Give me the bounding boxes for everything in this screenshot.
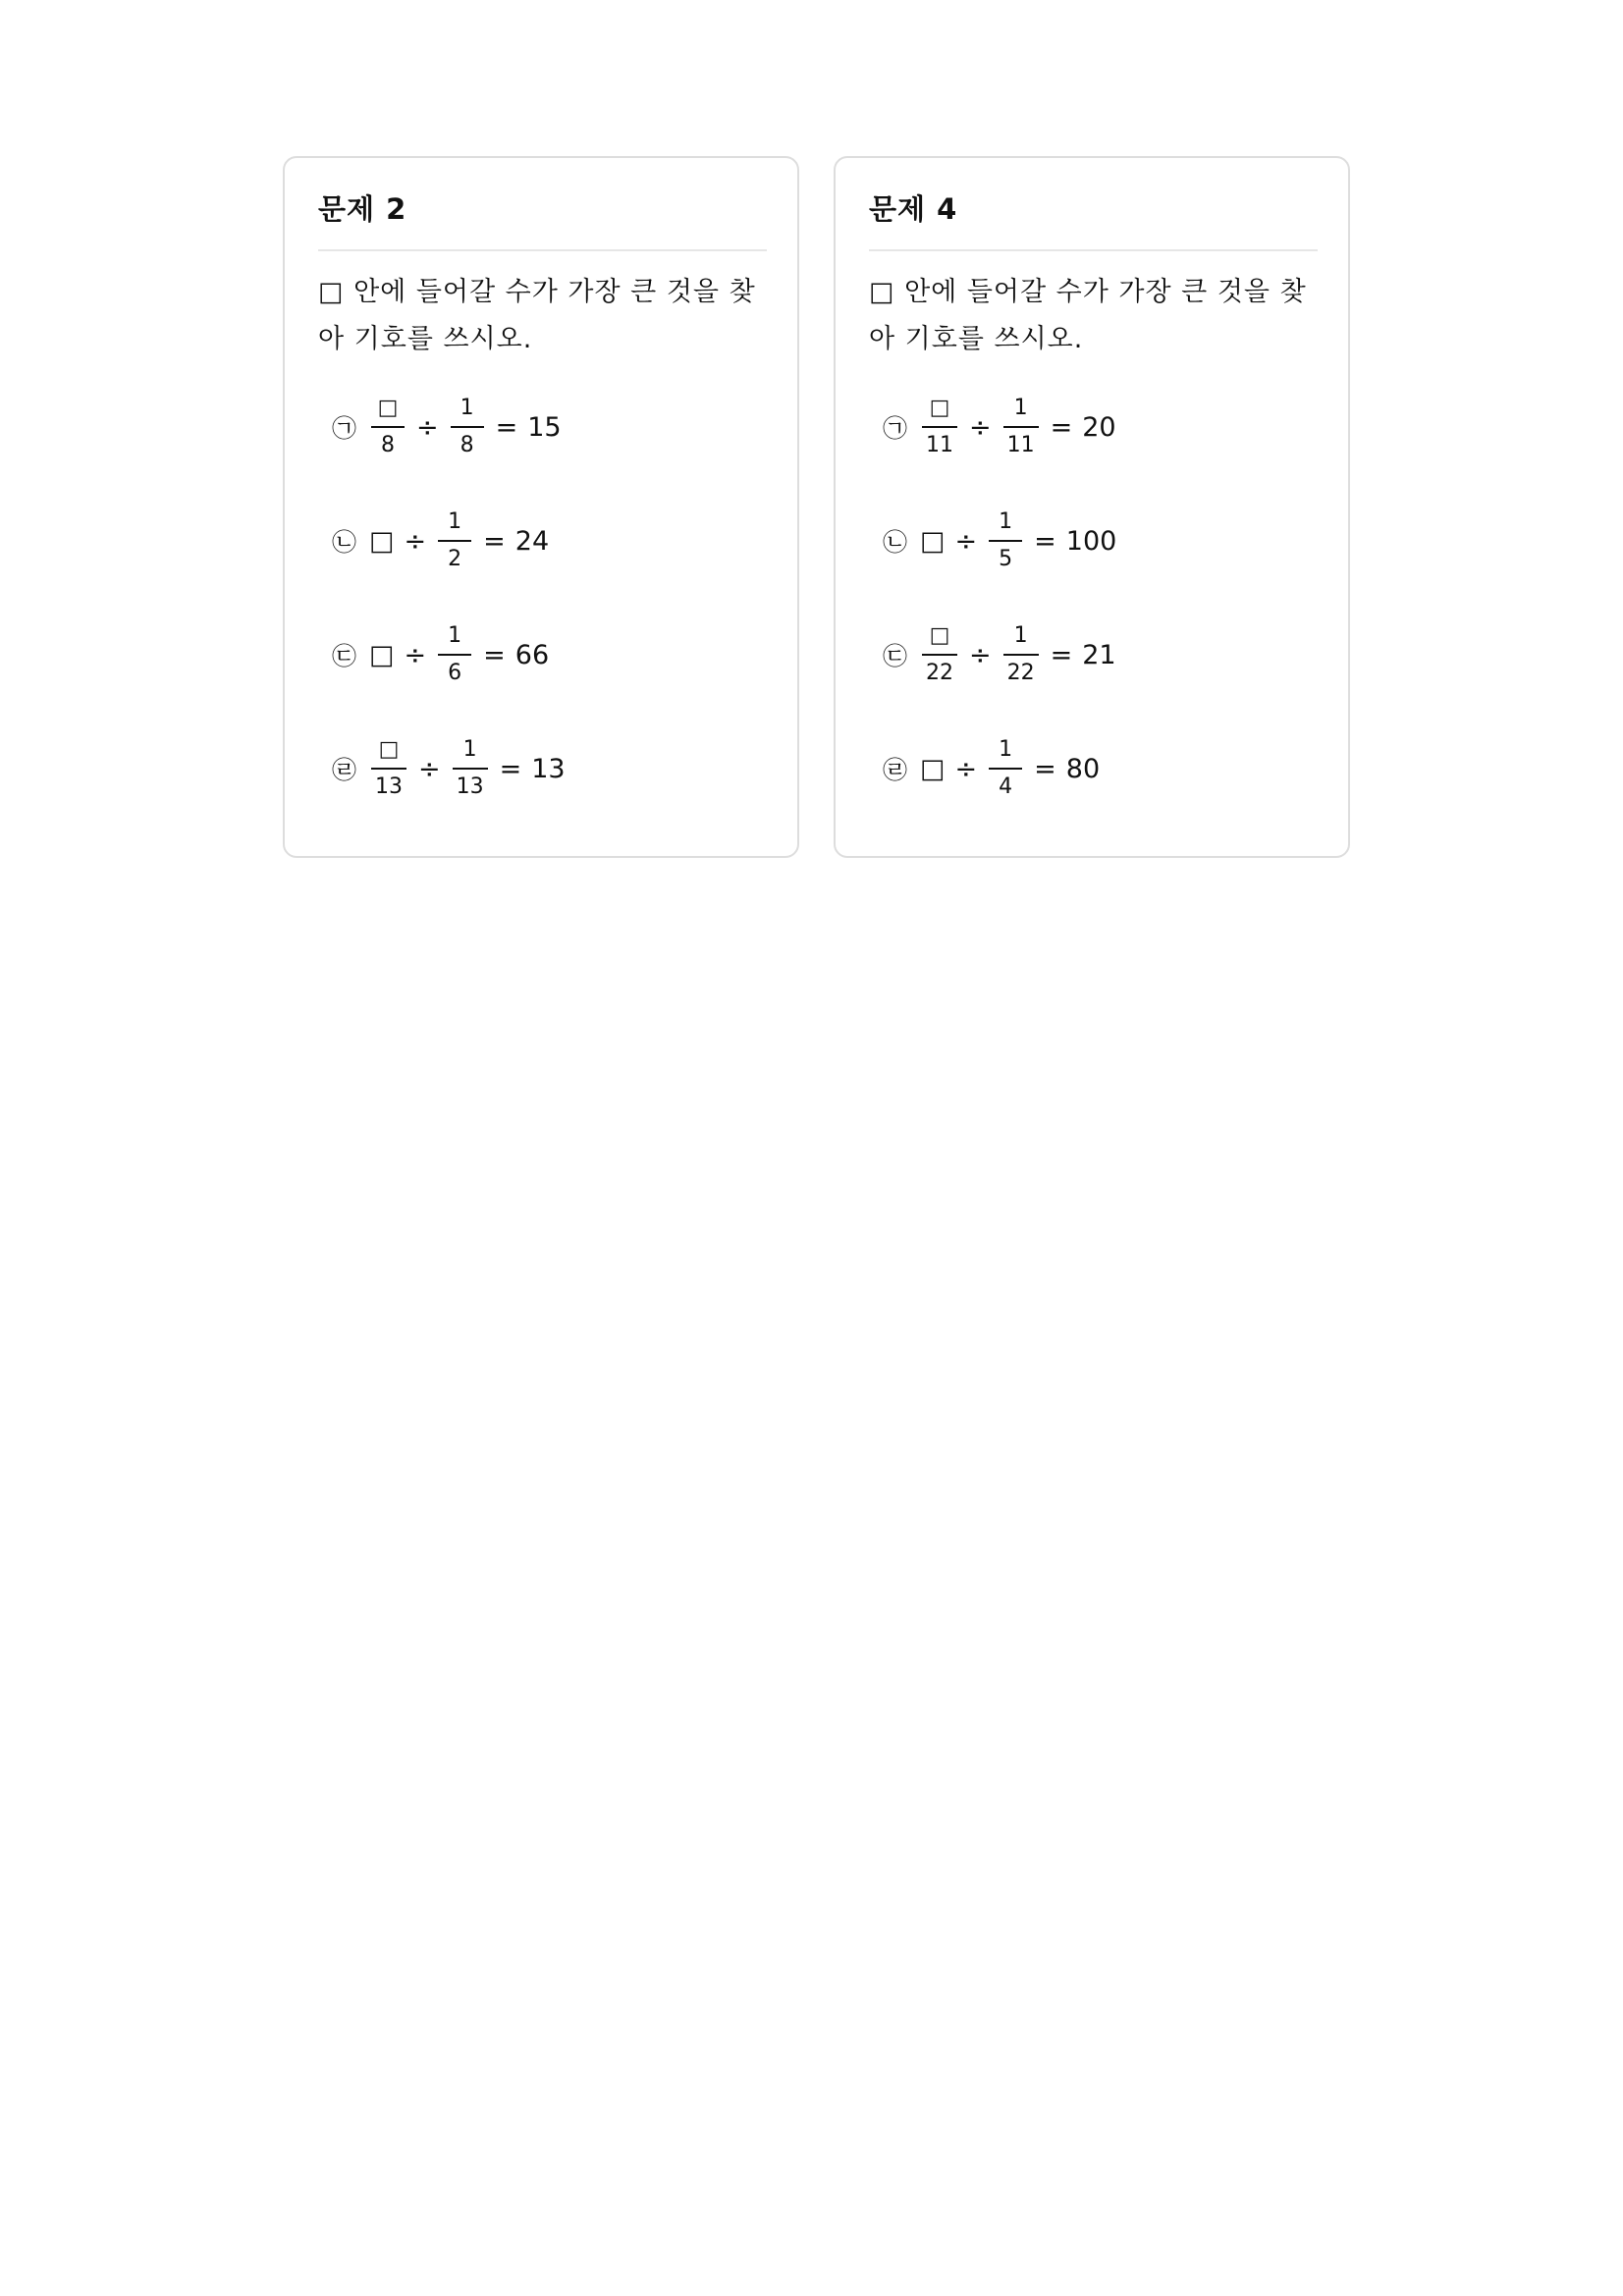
blank-box: □ bbox=[920, 525, 946, 557]
option-marker: ㉠ bbox=[332, 414, 357, 443]
equals-sign: = bbox=[1050, 411, 1073, 443]
question-text: □ 안에 들어갈 수가 가장 큰 것을 찾아 기호를 쓰시오. bbox=[318, 277, 756, 354]
option-marker: ㉢ bbox=[883, 642, 908, 670]
denominator: 8 bbox=[381, 433, 395, 457]
equals-sign: = bbox=[499, 753, 522, 784]
denominator: 13 bbox=[375, 774, 403, 799]
problem-card-2 bbox=[283, 156, 799, 858]
divide-sign: ÷ bbox=[418, 753, 441, 784]
numerator: 1 bbox=[462, 737, 477, 762]
option-b bbox=[332, 504, 569, 578]
fraction-left bbox=[922, 621, 957, 688]
option-c bbox=[883, 617, 1120, 692]
option-list bbox=[332, 390, 569, 845]
fraction-left bbox=[371, 394, 405, 460]
equals-sign: = bbox=[495, 411, 518, 443]
fraction-right bbox=[438, 507, 471, 574]
equals-sign: = bbox=[1050, 639, 1073, 670]
equals-sign: = bbox=[1034, 753, 1056, 784]
fraction-right bbox=[1003, 621, 1039, 688]
numerator: 1 bbox=[999, 509, 1013, 534]
numerator: 1 bbox=[999, 737, 1013, 762]
fraction-bar bbox=[989, 540, 1022, 542]
blank-box: □ bbox=[369, 639, 395, 670]
numerator: □ bbox=[929, 396, 950, 420]
denominator: 11 bbox=[926, 433, 953, 457]
title-divider bbox=[869, 249, 1318, 251]
fraction-bar bbox=[451, 426, 484, 428]
denominator: 2 bbox=[448, 547, 462, 571]
denominator: 11 bbox=[1006, 433, 1035, 457]
numerator: 1 bbox=[448, 509, 462, 534]
denominator: 6 bbox=[448, 661, 462, 685]
denominator: 22 bbox=[1006, 661, 1035, 685]
blank-box: □ bbox=[920, 753, 946, 784]
fraction-bar bbox=[453, 768, 488, 770]
fraction-bar bbox=[438, 654, 471, 656]
numerator: 1 bbox=[1013, 623, 1028, 648]
result-value: 21 bbox=[1082, 639, 1116, 670]
divide-sign: ÷ bbox=[954, 525, 978, 557]
divide-sign: ÷ bbox=[416, 411, 439, 443]
equals-sign: = bbox=[1034, 525, 1056, 557]
result-value: 20 bbox=[1082, 411, 1116, 443]
numerator: 1 bbox=[448, 623, 462, 648]
fraction-left bbox=[371, 735, 406, 802]
fraction-bar bbox=[922, 654, 957, 656]
fraction-bar bbox=[438, 540, 471, 542]
problem-title: 문제 4 bbox=[869, 192, 958, 226]
option-a bbox=[332, 390, 569, 464]
denominator: 22 bbox=[926, 661, 953, 685]
numerator: □ bbox=[378, 737, 400, 762]
option-marker: ㉣ bbox=[332, 756, 357, 784]
denominator: 4 bbox=[999, 774, 1013, 799]
numerator: 1 bbox=[460, 396, 474, 420]
option-d bbox=[332, 731, 569, 806]
result-value: 100 bbox=[1065, 525, 1117, 557]
blank-box: □ bbox=[369, 525, 395, 557]
fraction-right bbox=[1003, 394, 1039, 460]
denominator: 5 bbox=[999, 547, 1013, 571]
result-value: 13 bbox=[531, 753, 566, 784]
option-marker: ㉡ bbox=[332, 528, 357, 557]
result-value: 66 bbox=[514, 639, 550, 670]
fraction-bar bbox=[371, 426, 405, 428]
option-marker: ㉣ bbox=[883, 756, 908, 784]
numerator: 1 bbox=[1013, 396, 1028, 420]
result-value: 24 bbox=[514, 525, 550, 557]
fraction-bar bbox=[922, 426, 957, 428]
fraction-right bbox=[451, 394, 484, 460]
divide-sign: ÷ bbox=[404, 639, 427, 670]
option-a bbox=[883, 390, 1120, 464]
option-list bbox=[883, 390, 1120, 845]
divide-sign: ÷ bbox=[954, 753, 978, 784]
problem-card-4 bbox=[834, 156, 1350, 858]
problem-title: 문제 2 bbox=[318, 192, 407, 226]
fraction-bar bbox=[1003, 654, 1039, 656]
question-text: □ 안에 들어갈 수가 가장 큰 것을 찾아 기호를 쓰시오. bbox=[869, 277, 1307, 354]
fraction-right bbox=[438, 621, 471, 688]
fraction-right bbox=[453, 735, 488, 802]
fraction-bar bbox=[989, 768, 1022, 770]
numerator: □ bbox=[929, 623, 950, 648]
option-c bbox=[332, 617, 569, 692]
option-marker: ㉡ bbox=[883, 528, 908, 557]
option-marker: ㉠ bbox=[883, 414, 908, 443]
divide-sign: ÷ bbox=[969, 411, 992, 443]
option-marker: ㉢ bbox=[332, 642, 357, 670]
denominator: 8 bbox=[460, 433, 474, 457]
equals-sign: = bbox=[483, 525, 506, 557]
denominator: 13 bbox=[456, 774, 484, 799]
equals-sign: = bbox=[483, 639, 506, 670]
result-value: 80 bbox=[1065, 753, 1101, 784]
fraction-right bbox=[989, 507, 1022, 574]
fraction-right bbox=[989, 735, 1022, 802]
numerator: □ bbox=[377, 396, 399, 420]
fraction-left bbox=[922, 394, 957, 460]
option-b bbox=[883, 504, 1120, 578]
fraction-bar bbox=[371, 768, 406, 770]
divide-sign: ÷ bbox=[969, 639, 992, 670]
divide-sign: ÷ bbox=[404, 525, 427, 557]
result-value: 15 bbox=[527, 411, 562, 443]
fraction-bar bbox=[1003, 426, 1039, 428]
option-d bbox=[883, 731, 1120, 806]
title-divider bbox=[318, 249, 767, 251]
